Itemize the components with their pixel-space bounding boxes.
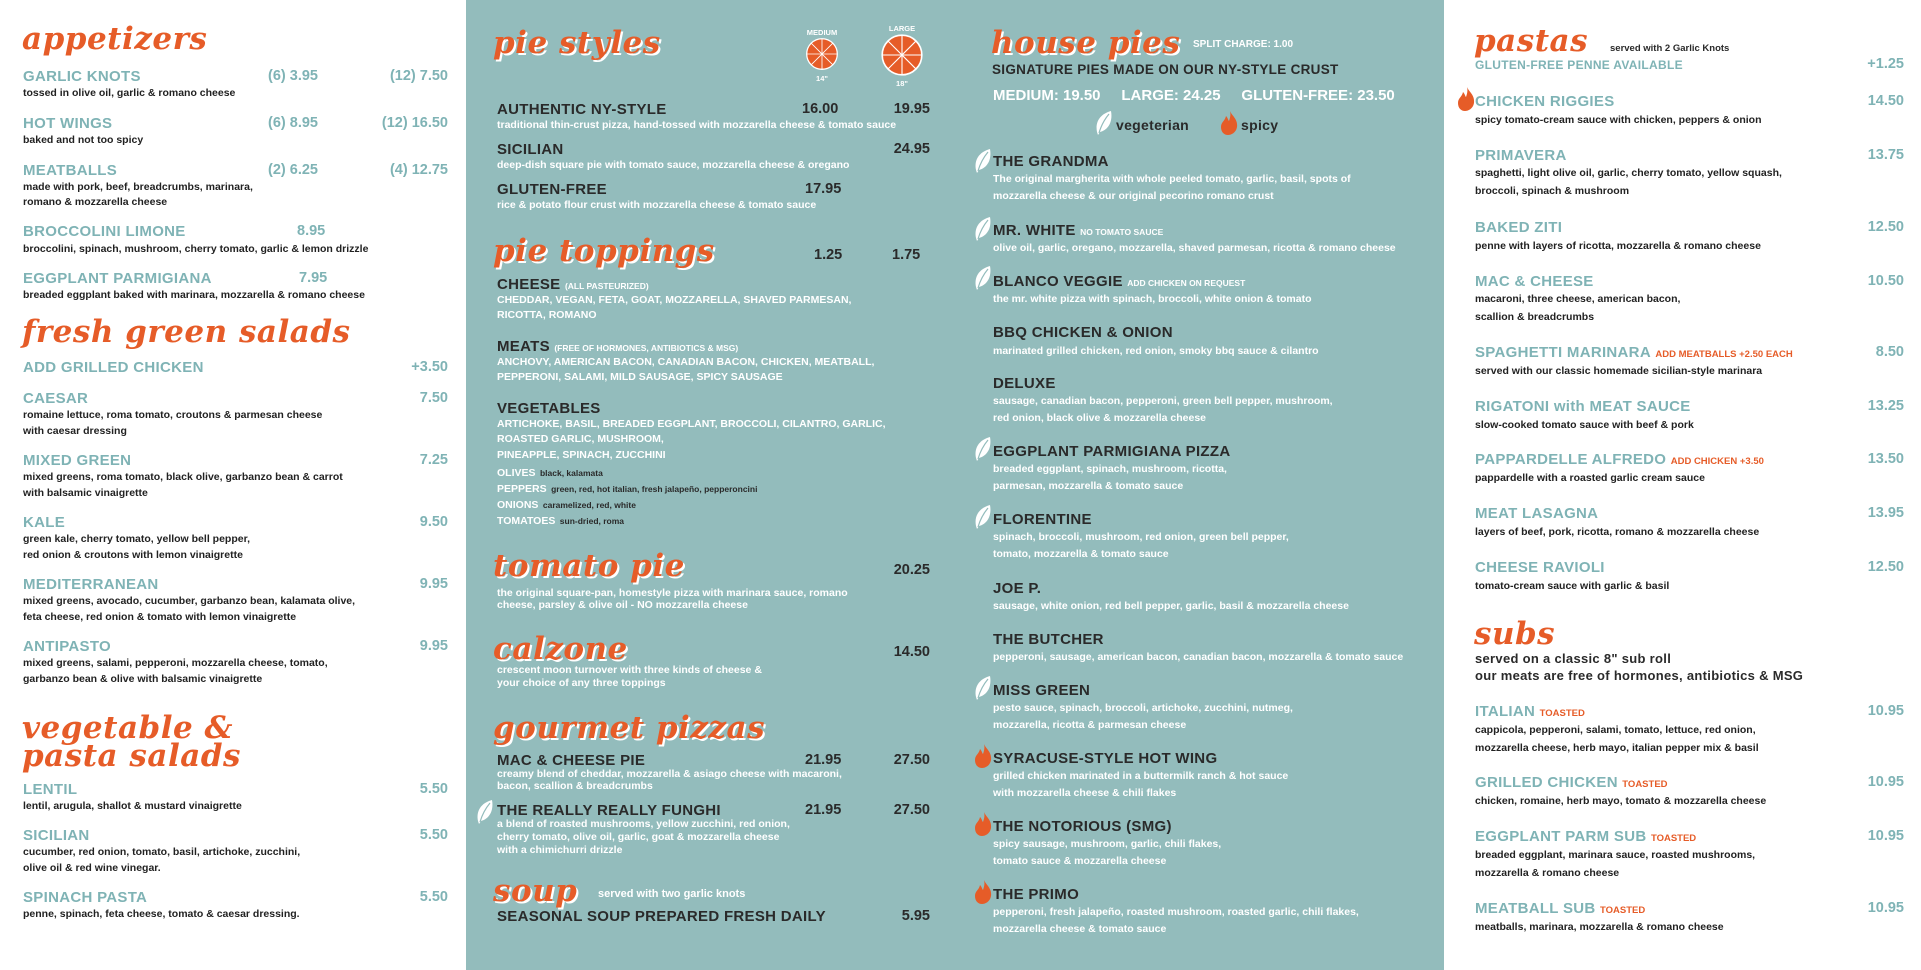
- menu-item-desc: tomato-cream sauce with garlic & basil: [1475, 580, 1670, 592]
- spicy-flame-icon: [973, 743, 993, 769]
- menu-item-name: ITALIAN: [1475, 703, 1536, 720]
- menu-item-name: CAESAR: [23, 390, 89, 407]
- tomato-pie-heading: tomato pie: [493, 548, 685, 584]
- menu-item-price: 5.50: [419, 889, 448, 905]
- menu-item-name: EGGPLANT PARMIGIANA: [23, 270, 212, 287]
- soup-name: SEASONAL SOUP PREPARED FRESH DAILY: [497, 908, 826, 925]
- vegetarian-leaf-icon: [973, 216, 993, 242]
- column-house-pies: [976, 0, 1444, 970]
- menu-item-price: 21.95: [805, 752, 842, 768]
- menu-item-price: 13.95: [1867, 505, 1904, 521]
- menu-item-desc: red onion & croutons with lemon vinaigrette: [23, 549, 243, 561]
- split-charge: SPLIT CHARGE: 1.00: [1193, 39, 1294, 50]
- topping-list: RICOTTA, ROMANO: [497, 309, 597, 321]
- vegetarian-leaf-icon: [973, 504, 993, 530]
- menu-item-name: PRIMAVERA: [1475, 147, 1567, 164]
- menu-item-name: GLUTEN-FREE: [497, 181, 607, 198]
- menu-item-desc: parmesan, mozzarella & tomato sauce: [993, 480, 1184, 492]
- topping-list: PINEAPPLE, SPINACH, ZUCCHINI: [497, 449, 666, 461]
- menu-item-desc: marinated grilled chicken, red onion, smoky bbq sauce & cilantro: [993, 345, 1319, 357]
- menu-item-price: 12.50: [1867, 219, 1904, 235]
- menu-item-tag: TOASTED: [1622, 779, 1668, 790]
- menu-item-desc: penne, spinach, feta cheese, tomato & caesar dressing.: [23, 908, 300, 920]
- menu-item-desc: red onion, black olive & mozzarella cheese: [993, 412, 1206, 424]
- menu-item-desc: cucumber, red onion, tomato, basil, artichoke, zucchini,: [23, 846, 301, 858]
- topping-note: black, kalamata: [539, 468, 603, 478]
- menu-item-price: 21.95: [805, 802, 842, 818]
- menu-item-desc: chicken, romaine, herb mayo, tomato & mozzarella cheese: [1475, 795, 1767, 807]
- menu-item-desc: olive oil & red wine vinegar.: [23, 862, 161, 874]
- menu-item-name: CHEESE RAVIOLI: [1475, 559, 1605, 576]
- menu-item-desc: spaghetti, light olive oil, garlic, cherry tomato, yellow squash,: [1475, 167, 1782, 179]
- menu-item-desc: the original square-pan, homestyle pizza with marinara sauce, romano: [497, 587, 848, 599]
- menu-item-name: THE NOTORIOUS (SMG): [993, 818, 1172, 835]
- menu-item-name: ANTIPASTO: [23, 638, 111, 655]
- vegetarian-leaf-icon: [973, 148, 993, 174]
- menu-item-desc: deep-dish square pie with tomato sauce, mozzarella cheese & oregano: [497, 159, 850, 171]
- menu-item-desc: mixed greens, salami, pepperoni, mozzarella cheese, tomato,: [23, 657, 328, 669]
- menu-item-name: AUTHENTIC NY-STYLE: [497, 101, 667, 118]
- menu-item-desc: spinach, broccoli, mushroom, red onion, green bell pepper,: [993, 531, 1289, 543]
- menu-item-title: [1475, 703, 1585, 721]
- menu-item-price: 9.50: [419, 514, 448, 530]
- menu-item-desc: lentil, arugula, shallot & mustard vinaigrette: [23, 800, 242, 812]
- house-pies-subtitle: SIGNATURE PIES MADE ON OUR NY-STYLE CRUST: [992, 62, 1339, 77]
- large-size-badge: [878, 24, 926, 88]
- veg-salads-heading: vegetable &: [22, 710, 233, 746]
- menu-item-desc: mixed greens, roma tomato, black olive, garbanzo bean & carrot: [23, 471, 343, 483]
- pie-styles-heading: pie styles: [493, 25, 661, 61]
- menu-item-name: PAPPARDELLE ALFREDO: [1475, 451, 1667, 468]
- menu-item-price: 9.95: [419, 576, 448, 592]
- menu-item-desc: sausage, white onion, red bell pepper, garlic, basil & mozzarella cheese: [993, 600, 1349, 612]
- topping-category: CHEESE: [497, 276, 561, 293]
- menu-item-desc: made with pork, beef, breadcrumbs, marinara,: [23, 181, 253, 193]
- add-on-name: ADD GRILLED CHICKEN: [23, 359, 204, 376]
- subs-line-1: served on a classic 8" sub roll: [1475, 651, 1672, 666]
- menu-item-desc: tossed in olive oil, garlic & romano cheese: [23, 87, 236, 99]
- topping-note: green, red, hot italian, fresh jalapeño, pepperoncini: [551, 484, 758, 494]
- menu-item-desc: cherry tomato, olive oil, garlic, goat & mozzarella cheese: [497, 831, 780, 843]
- menu-item-name: MAC & CHEESE: [1475, 273, 1594, 290]
- house-pies-heading: house pies: [991, 25, 1181, 61]
- menu-item-desc: broccoli, spinach & mushroom: [1475, 185, 1630, 197]
- menu-item-title: [1475, 828, 1696, 846]
- soup-note: served with two garlic knots: [598, 888, 746, 900]
- menu-item-name: MR. WHITE: [993, 222, 1076, 239]
- menu-item-price: 8.95: [297, 223, 326, 239]
- menu-item-desc: with a chimichurri drizzle: [497, 844, 623, 856]
- vegetarian-leaf-icon: [475, 799, 495, 825]
- menu-item-desc: with caesar dressing: [23, 425, 127, 437]
- menu-item-price: 17.95: [805, 181, 842, 197]
- pizza-icon: [880, 33, 924, 77]
- menu-item-title: [1475, 900, 1645, 918]
- menu-item-name: MIXED GREEN: [23, 452, 132, 469]
- pizza-icon: [805, 37, 839, 71]
- menu-item-name: THE GRANDMA: [993, 153, 1109, 170]
- veg-salads-heading-2: pasta salads: [22, 738, 241, 774]
- menu-item-desc: green kale, cherry tomato, yellow bell pepper,: [23, 533, 250, 545]
- vegetarian-leaf-icon: [1094, 110, 1114, 136]
- menu-item-name: MEATBALLS: [23, 162, 118, 179]
- menu-item-tag: ADD MEATBALLS +2.50 EACH: [1655, 349, 1793, 360]
- calzone-price: 14.50: [893, 644, 930, 660]
- menu-item-price: 8.50: [1875, 344, 1904, 360]
- menu-item-desc: breaded eggplant baked with marinara, mozzarella & romano cheese: [23, 289, 365, 301]
- menu-item-name: HOT WINGS: [23, 115, 113, 132]
- menu-item-desc: pepperoni, fresh jalapeño, roasted mushroom, roasted garlic, chili flakes,: [993, 906, 1359, 918]
- menu-item-price: (12) 7.50: [389, 68, 448, 84]
- menu-item-name: BLANCO VEGGIE: [993, 273, 1123, 290]
- menu-item-desc: feta cheese, red onion & tomato with lemon vinaigrette: [23, 611, 297, 623]
- menu-item-desc: olive oil, garlic, oregano, mozzarella, shaved parmesan, ricotta & romano cheese: [993, 242, 1396, 254]
- menu-item-name: MISS GREEN: [993, 682, 1091, 699]
- menu-item-price: 7.50: [419, 390, 448, 406]
- vegetarian-leaf-icon: [973, 265, 993, 291]
- medium-size: 14": [816, 74, 828, 83]
- vegetarian-leaf-icon: [973, 436, 993, 462]
- large-size: 18": [896, 79, 908, 88]
- menu-item-desc: mozzarella cheese & tomato sauce: [993, 923, 1167, 935]
- menu-item-name: SPINACH PASTA: [23, 889, 148, 906]
- menu-item-name: FLORENTINE: [993, 511, 1092, 528]
- menu-item-price: (4) 12.75: [389, 162, 448, 178]
- menu-item-desc: meatballs, marinara, mozzarella & romano cheese: [1475, 921, 1724, 933]
- menu-item-name: GARLIC KNOTS: [23, 68, 141, 85]
- gluten-free-price: +1.25: [1867, 56, 1904, 72]
- pastas-note: served with 2 Garlic Knots: [1610, 43, 1730, 54]
- menu-item-price: 5.50: [419, 827, 448, 843]
- menu-item-desc: grilled chicken marinated in a buttermilk ranch & hot sauce: [993, 770, 1289, 782]
- menu-item-desc: slow-cooked tomato sauce with beef & pork: [1475, 419, 1694, 431]
- menu-item-name: CHICKEN RIGGIES: [1475, 93, 1615, 110]
- menu-item-desc: scallion & breadcrumbs: [1475, 311, 1595, 323]
- menu-item-note: NO TOMATO SAUCE: [1080, 227, 1164, 237]
- menu-item-desc: traditional thin-crust pizza, hand-tossed with mozzarella cheese & tomato sauce: [497, 119, 897, 131]
- menu-item-desc: pesto sauce, spinach, broccoli, artichoke, zucchini, nutmeg,: [993, 702, 1293, 714]
- menu-item-desc: a blend of roasted mushrooms, yellow zucchini, red onion,: [497, 818, 790, 830]
- menu-item-price: 10.95: [1867, 703, 1904, 719]
- menu-item-price: 5.50: [419, 781, 448, 797]
- gluten-free-note: GLUTEN-FREE PENNE AVAILABLE: [1475, 58, 1683, 72]
- pastas-heading: pastas: [1474, 23, 1589, 59]
- menu-item-price: 7.95: [299, 270, 328, 286]
- menu-item-desc: cappicola, pepperoni, salami, tomato, lettuce, red onion,: [1475, 724, 1756, 736]
- subs-line-2: our meats are free of hormones, antibiotics & MSG: [1475, 668, 1804, 683]
- menu-item-title: [993, 222, 1163, 240]
- topping-price-medium: 1.25: [814, 247, 843, 263]
- salads-heading: fresh green salads: [22, 314, 351, 350]
- tomato-pie-price: 20.25: [893, 562, 930, 578]
- spicy-flame-icon: [1219, 110, 1239, 136]
- menu-item-desc: mixed greens, avocado, cucumber, garbanzo bean, kalamata olive,: [23, 595, 356, 607]
- add-on-price: +3.50: [411, 359, 448, 375]
- menu-item-name: SICILIAN: [497, 141, 564, 158]
- menu-item-title: [1475, 344, 1793, 362]
- vegetarian-leaf-icon: [973, 675, 993, 701]
- large-label: LARGE: [888, 24, 916, 33]
- topping-subcategory: PEPPERS: [497, 483, 547, 495]
- topping-category: MEATS: [497, 338, 550, 355]
- menu-item-tag: TOASTED: [1539, 708, 1585, 719]
- column-pastas-subs: [1444, 0, 1921, 970]
- topping-list: CHEDDAR, VEGAN, FETA, GOAT, MOZZARELLA, SHAVED PARMESAN,: [497, 294, 852, 306]
- menu-item-name: SYRACUSE-STYLE HOT WING: [993, 750, 1218, 767]
- menu-item-desc: mozzarella, ricotta & parmesan cheese: [993, 719, 1187, 731]
- appetizers-heading: appetizers: [22, 21, 208, 57]
- menu-item-price: (2) 6.25: [268, 162, 318, 178]
- menu-item-desc: cheese, parsley & olive oil - NO mozzarella cheese: [497, 599, 748, 611]
- menu-item-desc: The original margherita with whole peeled tomato, garlic, basil, spots of: [993, 173, 1351, 185]
- menu-item-price: 27.50: [893, 802, 930, 818]
- menu-item-desc: creamy blend of cheddar, mozzarella & asiago cheese with macaroni,: [497, 768, 842, 780]
- menu-item-name: MEAT LASAGNA: [1475, 505, 1599, 522]
- menu-item-desc: mozzarella cheese, herb mayo, italian pepper mix & basil: [1475, 742, 1759, 754]
- tomatoes-row: [497, 511, 624, 529]
- menu-item-desc: baked and not too spicy: [23, 134, 144, 146]
- menu-item-name: BROCCOLINI LIMONE: [23, 223, 186, 240]
- menu-item-name: JOE P.: [993, 580, 1042, 597]
- topping-note: sun-dried, roma: [559, 516, 625, 526]
- menu-item-name: GRILLED CHICKEN: [1475, 774, 1618, 791]
- menu-item-price: 16.00: [802, 101, 839, 117]
- menu-item-title: [993, 273, 1245, 291]
- topping-note: caramelized, red, white: [542, 500, 636, 510]
- menu-item-desc: breaded eggplant, marinara sauce, roasted mushrooms,: [1475, 849, 1756, 861]
- topping-list: ARTICHOKE, BASIL, BREADED EGGPLANT, BROCCOLI, CILANTRO, GARLIC,: [497, 418, 886, 430]
- menu-item-price: 10.95: [1867, 900, 1904, 916]
- menu-item-price: 12.50: [1867, 559, 1904, 575]
- menu-item-name: SPAGHETTI MARINARA: [1475, 344, 1651, 361]
- menu-item-desc: sausage, canadian bacon, pepperoni, green bell pepper, mushroom,: [993, 395, 1333, 407]
- menu-item-name: KALE: [23, 514, 66, 531]
- spicy-flame-icon: [1456, 86, 1476, 112]
- menu-item-desc: mozzarella cheese & our original pecorino romano crust: [993, 190, 1274, 202]
- menu-item-desc: with balsamic vinaigrette: [23, 487, 148, 499]
- menu-item-price: 24.95: [893, 141, 930, 157]
- topping-note: (FREE OF HORMONES, ANTIBIOTICS & MSG): [554, 343, 739, 353]
- menu-item-name: MEDITERRANEAN: [23, 576, 159, 593]
- menu-item-name: BAKED ZITI: [1475, 219, 1563, 236]
- topping-note: (ALL PASTEURIZED): [564, 281, 649, 291]
- menu-item-name: THE PRIMO: [993, 886, 1080, 903]
- menu-item-price: 10.50: [1867, 273, 1904, 289]
- menu-item-desc: crescent moon turnover with three kinds of cheese &: [497, 664, 762, 676]
- medium-size-badge: [802, 28, 842, 83]
- menu-item-name: MAC & CHEESE PIE: [497, 752, 646, 769]
- menu-item-desc: romaine lettuce, roma tomato, croutons & parmesan cheese: [23, 409, 323, 421]
- menu-item-name: THE BUTCHER: [993, 631, 1104, 648]
- menu-item-price: 13.50: [1867, 451, 1904, 467]
- menu-item-name: BBQ CHICKEN & ONION: [993, 324, 1173, 341]
- topping-subcategory: TOMATOES: [497, 515, 556, 527]
- topping-category: VEGETABLES: [497, 400, 601, 417]
- menu-item-desc: penne with layers of ricotta, mozzarella & romano cheese: [1475, 240, 1761, 252]
- menu-item-desc: with mozzarella cheese & chili flakes: [993, 787, 1177, 799]
- topping-price-large: 1.75: [892, 247, 921, 263]
- menu-item-desc: pepperoni, sausage, american bacon, canadian bacon, mozzarella & tomato sauce: [993, 651, 1404, 663]
- legend-spicy: spicy: [1241, 117, 1279, 133]
- menu-item-name: RIGATONI with MEAT SAUCE: [1475, 398, 1691, 415]
- menu-item-price: 13.25: [1867, 398, 1904, 414]
- menu-item-desc: romano & mozzarella cheese: [23, 196, 168, 208]
- menu-item-name: EGGPLANT PARMIGIANA PIZZA: [993, 443, 1231, 460]
- soup-price: 5.95: [901, 908, 930, 924]
- menu-item-desc: tomato sauce & mozzarella cheese: [993, 855, 1167, 867]
- menu-item-name: DELUXE: [993, 375, 1056, 392]
- soup-heading: soup: [493, 873, 578, 909]
- column-pies: [466, 0, 976, 970]
- menu-item-desc: garbanzo bean & olive with balsamic vinaigrette: [23, 673, 263, 685]
- menu-item-price: 7.25: [419, 452, 448, 468]
- menu-item-name: MEATBALL SUB: [1475, 900, 1596, 917]
- menu-item-desc: macaroni, three cheese, american bacon,: [1475, 293, 1681, 305]
- menu-item-desc: rice & potato flour crust with mozzarella cheese & tomato sauce: [497, 199, 817, 211]
- menu-item-price: (6) 8.95: [268, 115, 318, 131]
- menu-item-desc: spicy sausage, mushroom, garlic, chili flakes,: [993, 838, 1222, 850]
- menu-item-tag: TOASTED: [1600, 905, 1646, 916]
- topping-list: PEPPERONI, SALAMI, MILD SAUSAGE, SPICY SAUSAGE: [497, 371, 783, 383]
- menu-item-price: 10.95: [1867, 828, 1904, 844]
- menu-item-title: [1475, 774, 1668, 792]
- menu-item-desc: your choice of any three toppings: [497, 677, 666, 689]
- menu-item-desc: breaded eggplant, spinach, mushroom, ricotta,: [993, 463, 1227, 475]
- menu-item-desc: pappardelle with a roasted garlic cream sauce: [1475, 472, 1705, 484]
- topping-subcategory: OLIVES: [497, 467, 536, 479]
- menu-item-desc: served with our classic homemade sicilian-style marinara: [1475, 365, 1763, 377]
- menu-item-price: 13.75: [1867, 147, 1904, 163]
- menu-item-title: [1475, 451, 1764, 469]
- menu-item-desc: the mr. white pizza with spinach, broccoli, white onion & tomato: [993, 293, 1312, 305]
- menu-item-note: ADD CHICKEN ON REQUEST: [1127, 278, 1246, 288]
- menu-item-name: SICILIAN: [23, 827, 90, 844]
- spicy-flame-icon: [973, 879, 993, 905]
- menu-item-desc: tomato, mozzarella & tomato sauce: [993, 548, 1169, 560]
- menu-item-desc: layers of beef, pork, ricotta, romano & mozzarella cheese: [1475, 526, 1760, 538]
- menu-item-tag: TOASTED: [1650, 833, 1697, 844]
- menu-item-desc: broccolini, spinach, mushroom, cherry tomato, garlic & lemon drizzle: [23, 243, 369, 255]
- menu-item-price: 9.95: [419, 638, 448, 654]
- legend-vegetarian: vegeterian: [1116, 117, 1190, 133]
- menu-item-desc: spicy tomato-cream sauce with chicken, peppers & onion: [1475, 114, 1762, 126]
- menu-item-price: 14.50: [1867, 93, 1904, 109]
- menu-item-desc: mozzarella & romano cheese: [1475, 867, 1620, 879]
- spicy-flame-icon: [973, 811, 993, 837]
- medium-label: MEDIUM: [806, 28, 838, 37]
- menu-item-name: LENTIL: [23, 781, 78, 798]
- topping-list: ANCHOVY, AMERICAN BACON, CANADIAN BACON, CHICKEN, MEATBALL,: [497, 356, 875, 368]
- menu-item-price: 10.95: [1867, 774, 1904, 790]
- column-appetizers-salads: [0, 0, 466, 970]
- menu-item-name: THE REALLY REALLY FUNGHI: [497, 802, 721, 819]
- menu-item-price: 27.50: [893, 752, 930, 768]
- menu-item-desc: bacon, scallion & breadcrumbs: [497, 780, 653, 792]
- topping-list: ROASTED GARLIC, MUSHROOM,: [497, 433, 664, 445]
- menu-item-price: (6) 3.95: [268, 68, 318, 84]
- menu-item-tag: ADD CHICKEN +3.50: [1670, 456, 1764, 467]
- menu-item-price: (12) 16.50: [381, 115, 448, 131]
- gourmet-heading: gourmet pizzas: [493, 710, 766, 746]
- topping-subcategory: ONIONS: [497, 499, 539, 511]
- menu-item-name: EGGPLANT PARM SUB: [1475, 828, 1647, 845]
- subs-heading: subs: [1474, 616, 1556, 652]
- pie-toppings-heading: pie toppings: [493, 233, 715, 269]
- house-pies-prices: MEDIUM: 19.50 LARGE: 24.25 GLUTEN-FREE: 23.50: [993, 87, 1395, 104]
- menu-item-price: 19.95: [893, 101, 930, 117]
- calzone-heading: calzone: [493, 631, 628, 667]
